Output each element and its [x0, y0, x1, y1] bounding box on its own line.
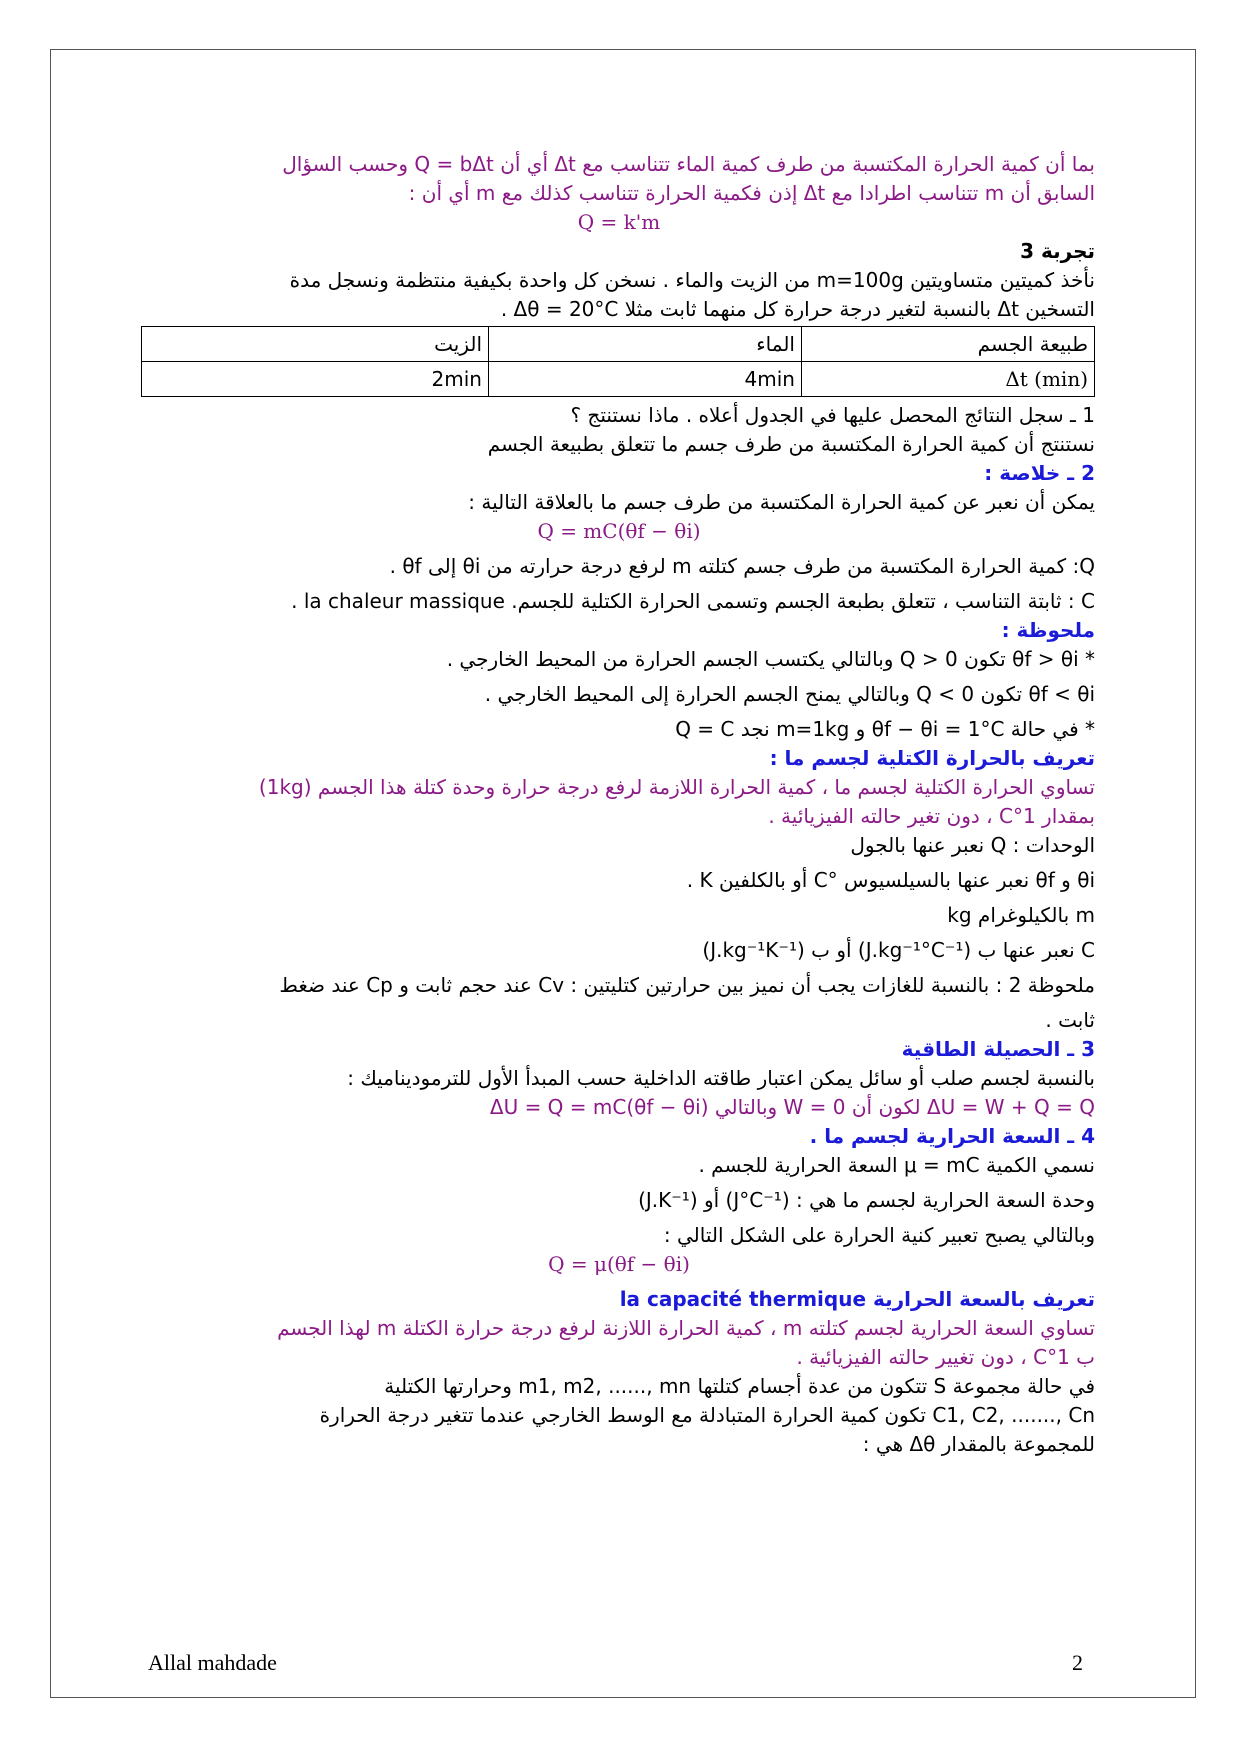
heat-capacity-definition-2: ب 1°C ، دون تغيير حالته الفيزيائية .: [796, 1345, 1095, 1369]
experiment-3-text-2: التسخين Δt بالنسبة لتغير درجة حرارة كل منهما ثابت مثلا Δθ = 20°C .: [500, 297, 1095, 321]
table-header-body: طبيعة الجسم: [802, 327, 1095, 362]
system-line-3: للمجموعة بالمقدار Δθ هي :: [862, 1432, 1095, 1456]
definition-c: C : ثابتة التناسب ، تتعلق بطبعة الجسم وتسمى الحرارة الكتلية للجسم. la chaleur massique .: [291, 589, 1095, 613]
note-title: ملحوظة :: [1001, 618, 1095, 642]
experiment-3-title: تجربة 3: [1020, 239, 1095, 263]
section-3-equation: ΔU = W + Q = Q لكون أن W = 0 وبالتالي ΔU = Q = mC(θf − θi): [489, 1095, 1095, 1119]
section-3-text: بالنسبة لجسم صلب أو سائل يمكن اعتبار طاقته الداخلية حسب المبدأ الأول للترموديناميك :: [347, 1066, 1095, 1090]
mass-heat-definition-1: تساوي الحرارة الكتلية لجسم ما ، كمية الحرارة اللازمة لرفع درجة حرارة وحدة كتلة هذا الجسم (1kg): [258, 775, 1095, 799]
section-4-title: 4 ـ السعة الحرارية لجسم ما .: [809, 1124, 1095, 1148]
note-2-line-2: ثابت .: [1045, 1008, 1095, 1032]
results-table: [141, 326, 1095, 397]
experiment-3-text-1: نأخذ كميتين متساويتين m=100g من الزيت والماء . نسخن كل واحدة بكيفية منتظمة ونسجل مدة: [289, 268, 1095, 292]
section-4-text-1: نسمي الكمية μ = mC السعة الحرارية للجسم .: [698, 1153, 1095, 1177]
main-equation: Q = mC(θf − θi): [537, 519, 701, 543]
table-header-row: [142, 327, 1095, 362]
section-2-text: يمكن أن نعبر عن كمية الحرارة المكتسبة من طرف جسم ما بالعلاقة التالية :: [468, 490, 1095, 514]
note-2: θf < θi تكون Q < 0 وبالتالي يمنح الجسم الحرارة إلى المحيط الخارجي .: [484, 682, 1095, 706]
document-body: [143, 150, 1095, 1459]
section-4-text-3: وبالتالي يصبح تعبير كنية الحرارة على الشكل التالي :: [663, 1223, 1095, 1247]
footer-author: Allal mahdade: [148, 1650, 277, 1675]
note-3: * في حالة θf − θi = 1°C و m=1kg نجد Q = C: [675, 717, 1095, 741]
intro-line-1: بما أن كمية الحرارة المكتسبة من طرف كمية الماء تتناسب مع Δt أي أن Q = bΔt وحسب السؤال: [282, 152, 1095, 176]
footer-page-number: 2: [1072, 1650, 1083, 1675]
section-3-title: 3 ـ الحصيلة الطاقية: [901, 1037, 1095, 1061]
mass-heat-definition-title: تعريف بالحرارة الكتلية لجسم ما :: [769, 746, 1095, 770]
system-line-2: C1, C2, ......., Cn تكون كمية الحرارة المتبادلة مع الوسط الخارجي عندما تتغير درجة الحرارة: [319, 1403, 1095, 1427]
table-header-oil: الزيت: [142, 327, 489, 362]
system-line-1: في حالة مجموعة S تتكون من عدة أجسام كتلتها m1, m2, ......, mn وحرارتها الكتلية: [384, 1374, 1095, 1398]
table-cell-label: Δt (min): [802, 362, 1095, 397]
section-2-title: 2 ـ خلاصة :: [984, 461, 1095, 485]
note-2-line-1: ملحوظة 2 : بالنسبة للغازات يجب أن نميز بين حرارتين كتليتين : Cv عند حجم ثابت و Cp عند ضغط: [279, 973, 1095, 997]
units-3: m بالكيلوغرام kg: [947, 903, 1095, 927]
mass-heat-definition-2: بمقدار 1°C ، دون تغير حالته الفيزيائية .: [768, 804, 1095, 828]
question-1-answer: نستنتج أن كمية الحرارة المكتسبة من طرف جسم ما تتعلق بطبيعة الجسم: [487, 432, 1095, 456]
units-4: C نعبر عنها ب (J.kg⁻¹°C⁻¹) أو ب (J.kg⁻¹K⁻¹): [702, 938, 1095, 962]
table-header-water: الماء: [489, 327, 802, 362]
note-1: * θf > θi تكون Q > 0 وبالتالي يكتسب الجسم الحرارة من المحيط الخارجي .: [446, 647, 1095, 671]
section-4-text-2: وحدة السعة الحرارية لجسم ما هي : (J°C⁻¹) أو (J.K⁻¹): [638, 1188, 1095, 1212]
table-cell-oil: 2min: [142, 362, 489, 397]
section-4-equation: Q = μ(θf − θi): [548, 1252, 690, 1276]
heat-capacity-definition-1: تساوي السعة الحرارية لجسم كتلته m ، كمية الحرارة اللازنة لرفع درجة حرارة الكتلة m لهذا الجسم: [277, 1316, 1095, 1340]
intro-line-2: السابق أن m تتناسب اطرادا مع Δt إذن فكمية الحرارة تتناسب كذلك مع m أي أن :: [408, 181, 1095, 205]
units-1: الوحدات : Q نعبر عنها بالجول: [850, 833, 1095, 857]
heat-capacity-definition-title: تعريف بالسعة الحرارية la capacité thermique: [619, 1287, 1095, 1311]
question-1: 1 ـ سجل النتائج المحصل عليها في الجدول أعلاه . ماذا نستنتج ؟: [570, 403, 1095, 427]
units-2: θi و θf نعبر عنها بالسيلسيوس °C أو بالكلفين K .: [686, 868, 1095, 892]
table-cell-water: 4min: [489, 362, 802, 397]
table-row: [142, 362, 1095, 397]
equation-q-km: Q = k'm: [577, 210, 661, 234]
definition-q: Q: كمية الحرارة المكتسبة من طرف جسم كتلته m لرفع درجة حرارته من θi إلى θf .: [389, 554, 1095, 578]
